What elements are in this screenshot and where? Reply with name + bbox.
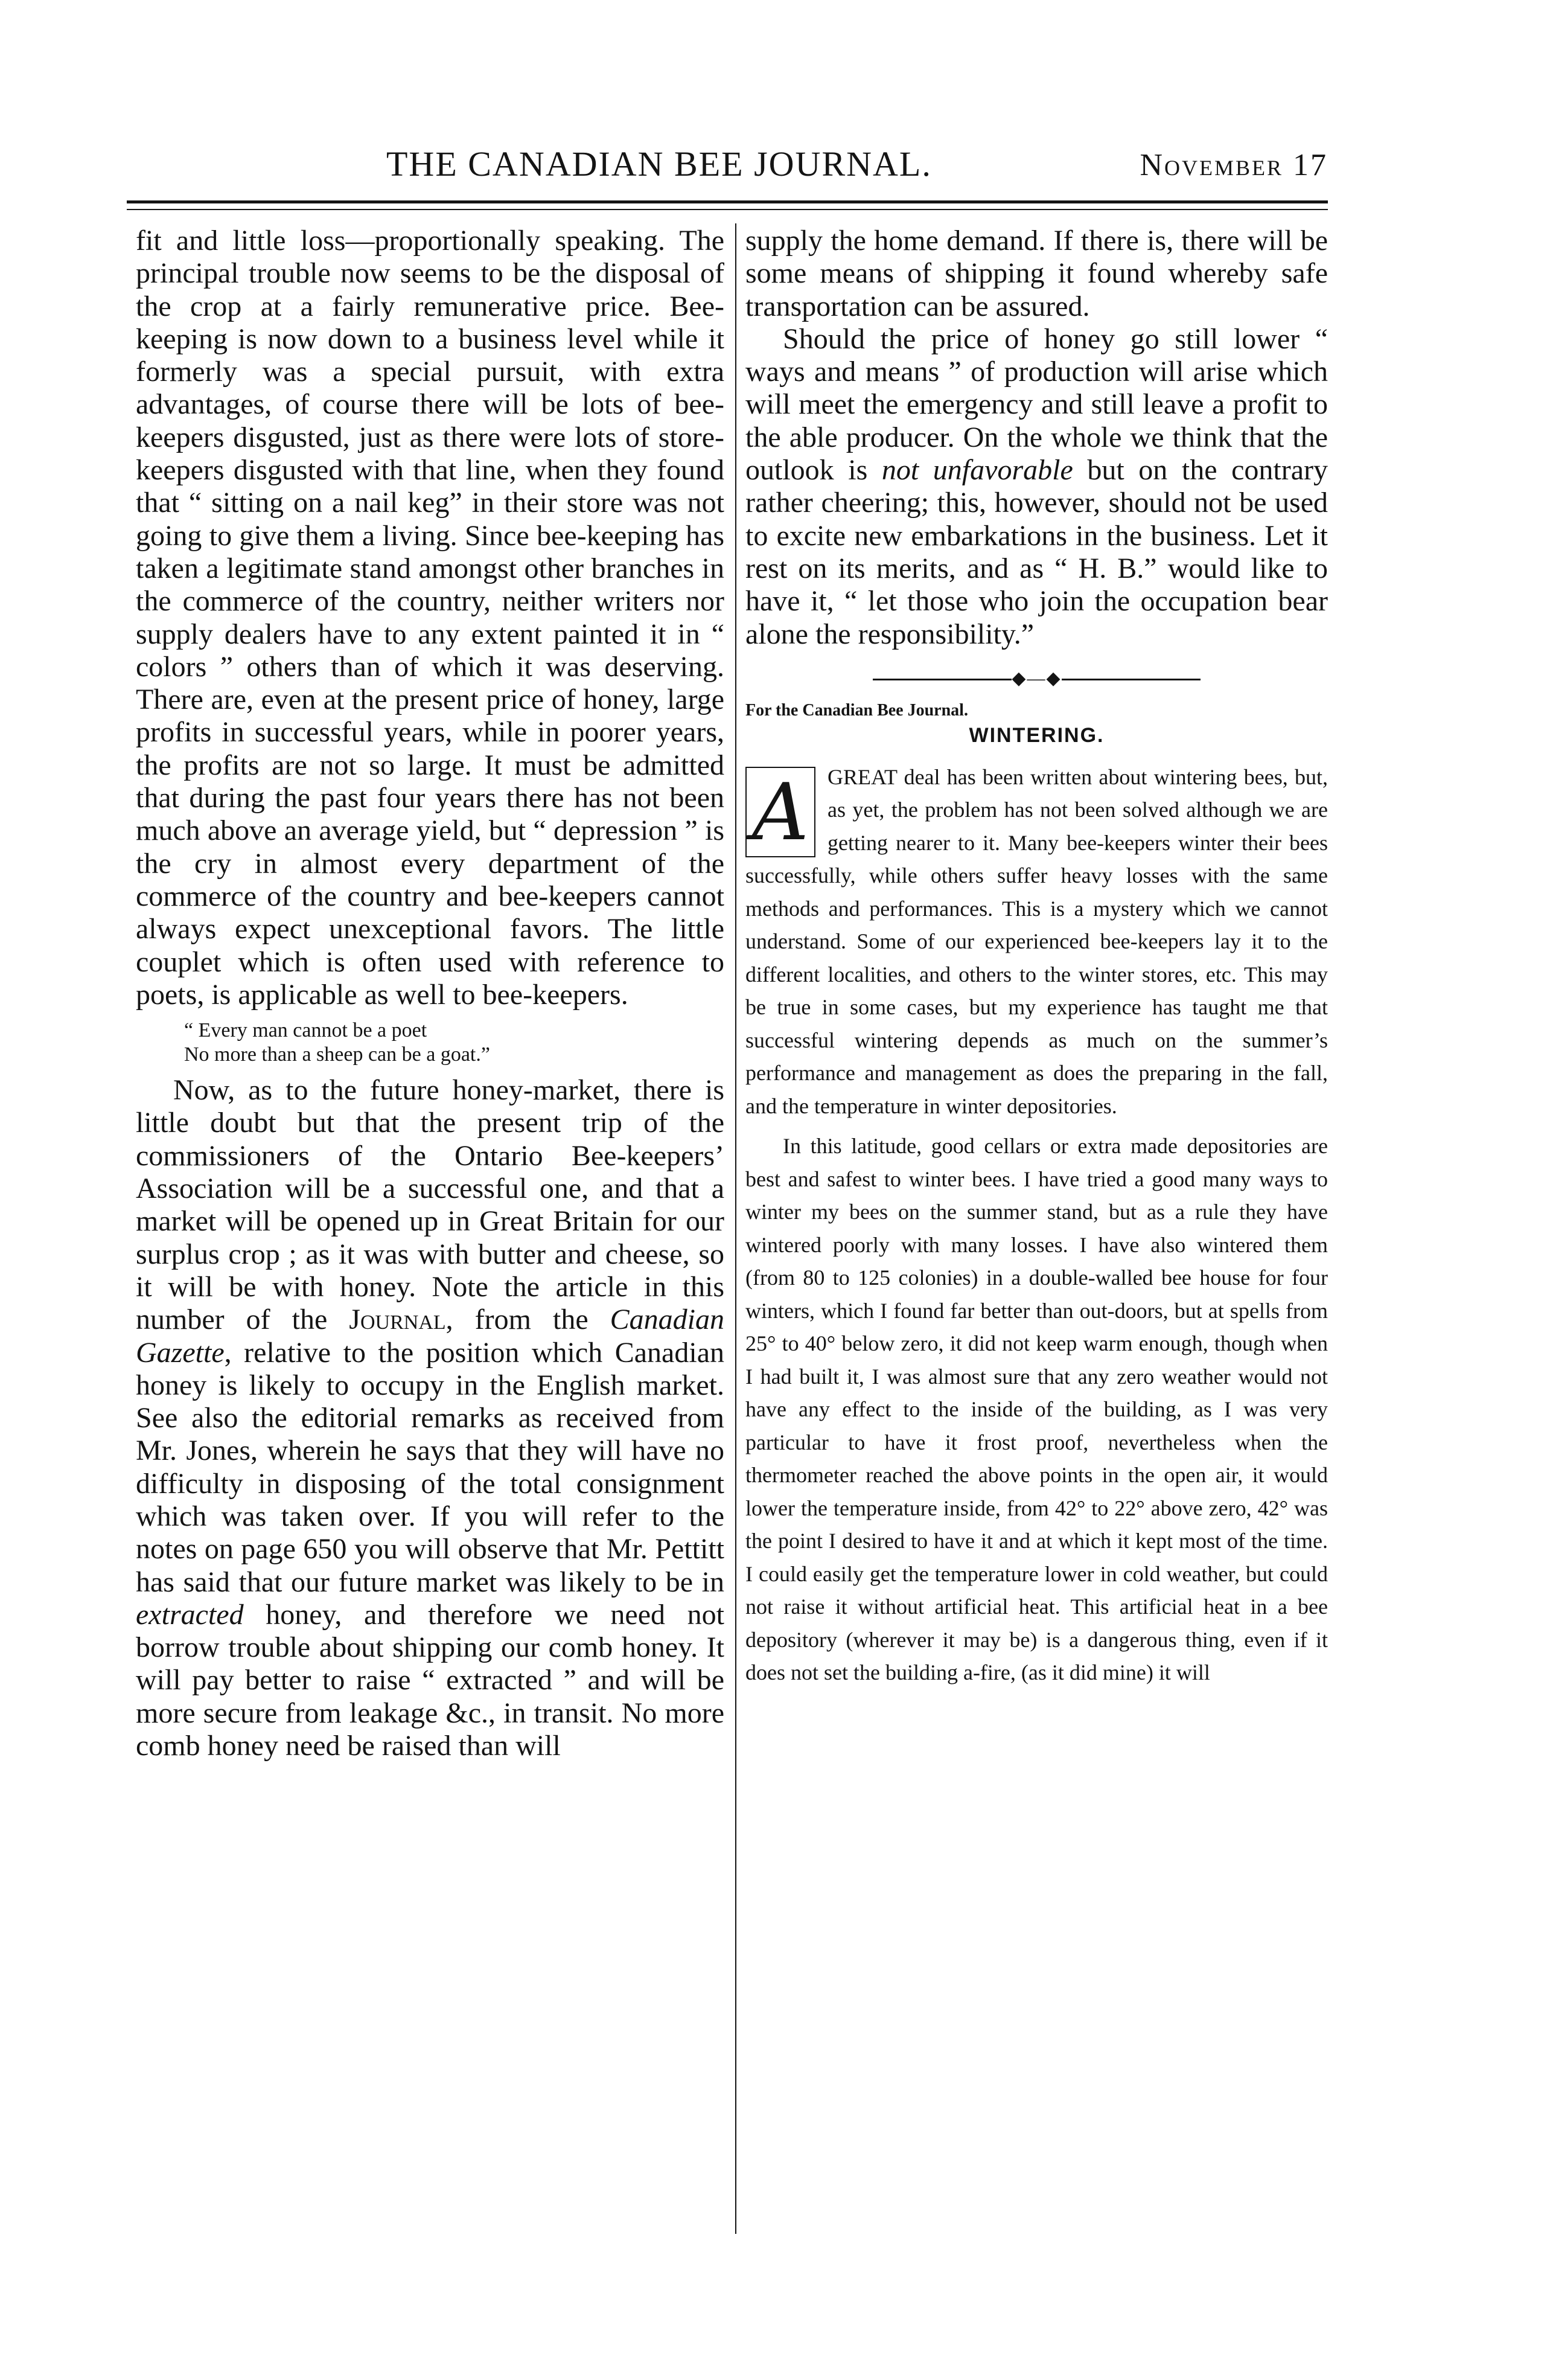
left-p2-text-d: honey, and therefore we need not borrow trouble about shipping our comb honey. It will pay better to raise “ extracted ” and will be more secure from leakage &c., in transit. No more comb honey need be raised than will bbox=[136, 1598, 724, 1762]
column-divider bbox=[735, 223, 736, 2234]
page-header bbox=[386, 144, 1328, 186]
right-column bbox=[745, 225, 1328, 1689]
header-rule-thick bbox=[127, 200, 1328, 203]
journal-title: THE CANADIAN BEE JOURNAL. bbox=[386, 144, 932, 184]
drop-cap-letter: A bbox=[752, 766, 809, 858]
right-p2-text-b: but on the contrary rather cheering; this, however, should not be used to excite new embarkations in the business. Let it rest on its merits, and as “ H. B.” would like to have it, “ let those who join the occupation bear alone the responsibility.” bbox=[745, 454, 1328, 650]
ornament-glyph: ◆—◆ bbox=[1012, 668, 1062, 688]
header-rule-thin bbox=[127, 209, 1328, 210]
wintering-paragraph-1 bbox=[745, 761, 1328, 1123]
left-paragraph-2 bbox=[136, 1074, 724, 1762]
not-unfavorable-emphasis: not unfavorable bbox=[881, 454, 1073, 487]
left-p2-text-c: , relative to the position which Canadian honey is likely to occupy in the English market. See also the editorial remarks as received from Mr. Jones, wherein he says that they will have no difficulty in disposing of the total consignment which was taken over. If you will refer to the notes on page 650 you will observe that Mr. Pettitt has said that our future market was likely to be in bbox=[136, 1336, 724, 1598]
gazette-reference: Canadian Gazette bbox=[136, 1304, 724, 1369]
left-p2-text-b: , from the bbox=[445, 1304, 610, 1336]
couplet bbox=[184, 1019, 724, 1067]
left-column bbox=[136, 225, 724, 1762]
wintering-paragraph-2: In this latitude, good cellars or extra made depositories are best and safest to winter bees. I have tried a good many ways to winter my bees on the summer stand, but as a rule they have wintered poorly with many losses. I have also wintered them (from 80 to 125 colonies) in a double-walled bee house for four winters, which I found far better than out-doors, but at spells from 25° to 40° below zero, it did not keep warm enough, though when I had built it, I was almost sure that any zero weather would not have any effect to the inside of the building, as I was very particular to have it frost proof, nevertheless when the thermometer reached the above points in the open air, it would lower the temperature inside, from 42° to 22° above zero, 42° was the point I desired to have it and at which it kept most of the time. I could easily get the temperature lower in cold weather, but could not raise it without artificial heat. This artificial heat in a bee depository (wherever it may be) is a dangerous thing, even if it does not set the building a-fire, (as it did mine) it will bbox=[745, 1134, 1328, 1685]
wintering-p1-text: GREAT deal has been written about wintering bees, but, as yet, the problem has not been solved although we are getting nearer to it. Many bee-keepers winter their bees successfully, while others suffer heavy losses with the same methods and performances. This is a mystery which we cannot understand. Some of our experienced bee-keepers lay it to the different localities, and others to the winter stores, etc. This may be true in some cases, but my experience has taught me that successful wintering depends as much on the summer’s performance and management as does the preparing in the fall, and the temperature in winter depositories. bbox=[745, 764, 1328, 1118]
right-p2-text-a: Should the price of honey go still lower “ ways and means ” of production will arise which will meet the emergency and still leave a profit to the able producer. On the whole we think that the outlook is bbox=[745, 322, 1328, 487]
journal-reference: Journal bbox=[349, 1304, 446, 1336]
article-title: WINTERING. bbox=[969, 723, 1105, 747]
right-paragraph-2 bbox=[745, 323, 1328, 651]
left-p2-text-a: Now, as to the future honey-market, there is little doubt but that the present trip of the commissioners of the Ontario Bee-keepers’ Association will be a successful one, and that a market will be opened up in Great Britain for our surplus crop ; as it was with butter and cheese, so it will be with honey. Note the article in this number of the bbox=[136, 1074, 724, 1336]
couplet-line-1: “ Every man cannot be a poet bbox=[184, 1019, 427, 1042]
drop-cap bbox=[745, 767, 815, 857]
extracted-emphasis: extracted bbox=[136, 1598, 244, 1631]
right-paragraph-1: supply the home demand. If there is, there will be some means of shipping it found whereby safe transportation can be assured. bbox=[745, 225, 1328, 322]
couplet-line-2: No more than a sheep can be a goat.” bbox=[184, 1043, 490, 1066]
section-ornament bbox=[745, 668, 1328, 689]
issue-date: November 17 bbox=[1140, 148, 1328, 182]
article-source: For the Canadian Bee Journal. bbox=[745, 700, 968, 720]
ornament-line-left bbox=[873, 679, 1012, 680]
ornament-line-right bbox=[1062, 679, 1201, 680]
left-paragraph-1: fit and little loss—proportionally speaking. The principal trouble now seems to be the disposal of the crop at a fairly remunerative price. Bee-keeping is now down to a business level while it formerly was a special pursuit, with extra advantages, of course there will be lots of bee-keepers disgusted, just as there were lots of store-keepers disgusted with that line, when they found that “ sitting on a nail keg” in their store was not going to give them a living. Since bee-keeping has taken a legitimate stand amongst other branches in the commerce of the country, neither writers nor supply dealers have to any extent painted it in “ colors ” others than of which it was deserving. There are, even at the present price of honey, large profits in successful years, while in poorer years, the profits are not so large. It must be admitted that during the past four years there has not been much above an average yield, but “ depression ” is the cry in almost every department of the commerce of the country and bee-keepers cannot always expect unexceptional favors. The little couplet which is often used with reference to poets, is applicable as well to bee-keepers. bbox=[136, 225, 724, 1011]
